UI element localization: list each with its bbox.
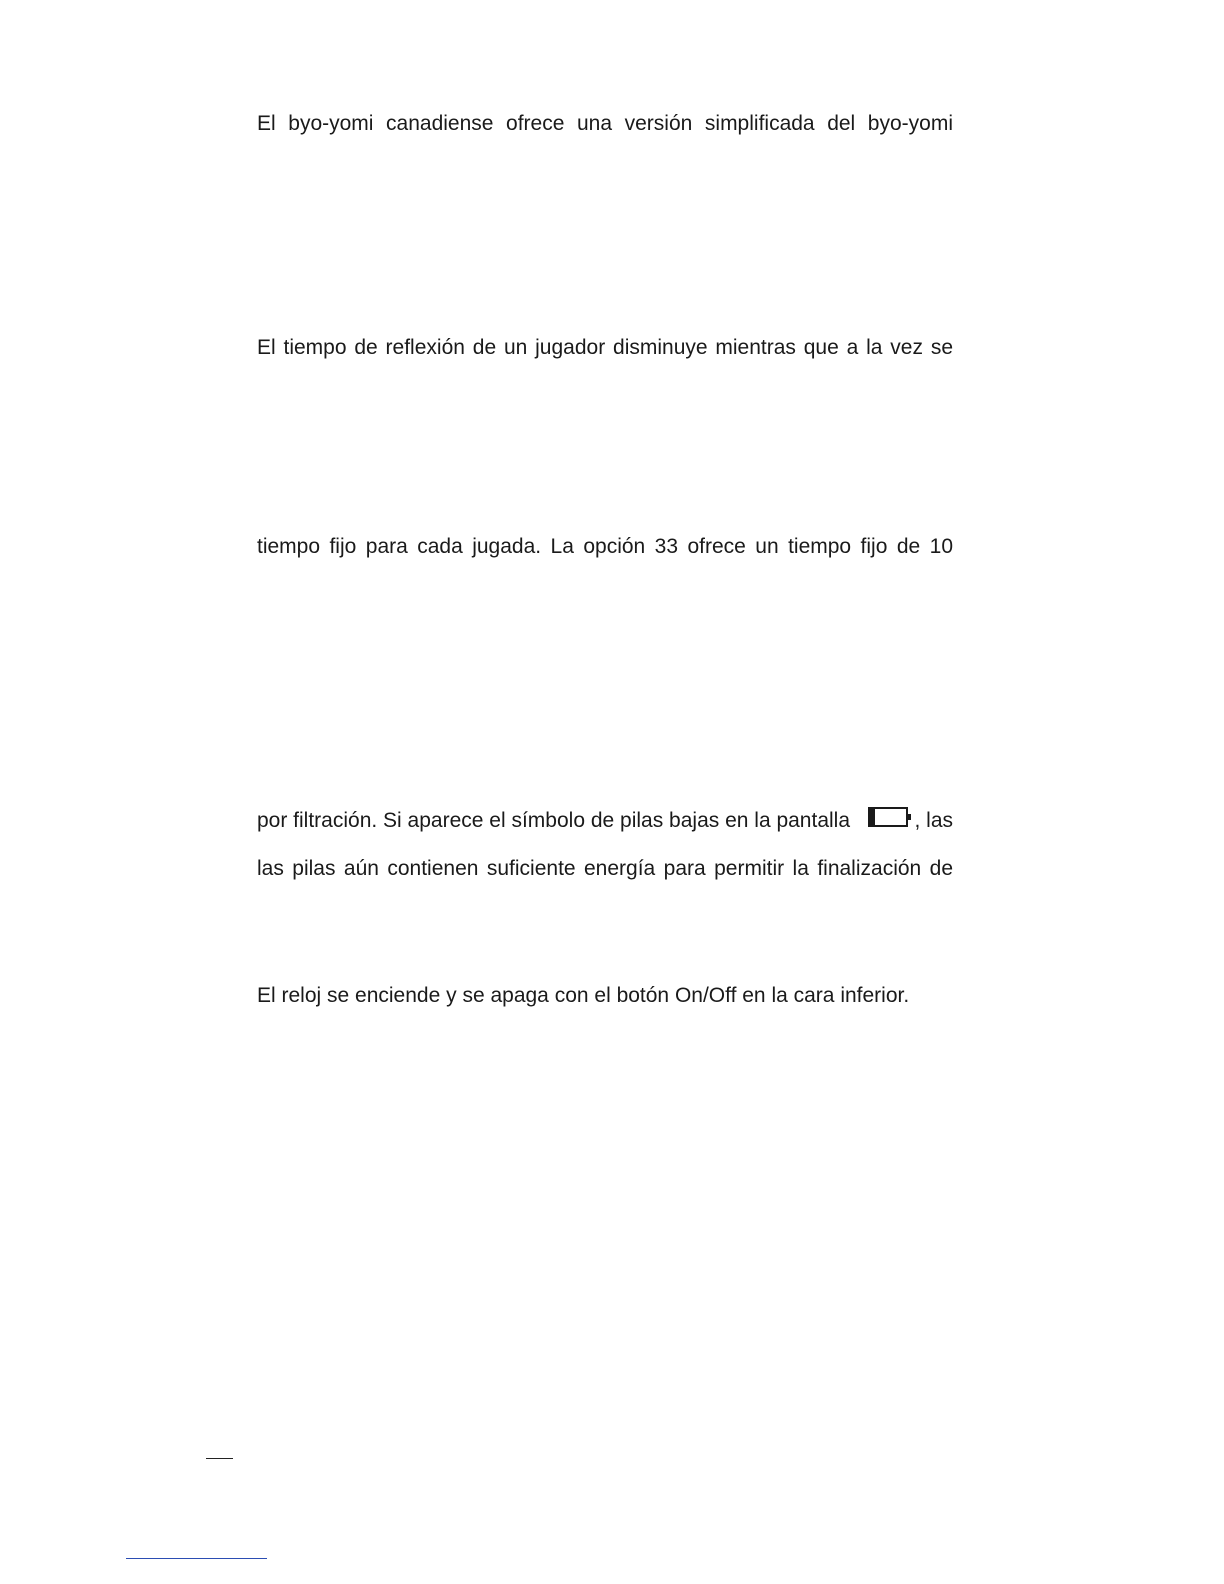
paragraph-line-low-battery: [257, 806, 953, 836]
low-battery-text-end: , las: [914, 809, 953, 832]
paragraph-line-fixed-time: tiempo fijo para cada jugada. La opción 33 ofrece un tiempo fijo de 10: [257, 535, 953, 558]
footer-rule: [126, 1558, 267, 1559]
paragraph-line-on-off: El reloj se enciende y se apaga con el botón On/Off en la cara inferior.: [257, 984, 910, 1007]
low-battery-icon: [868, 806, 912, 836]
footnote-separator: [206, 1458, 233, 1459]
low-battery-tail: [865, 806, 953, 836]
paragraph-line-reflection-time: El tiempo de reflexión de un jugador disminuye mientras que a la vez se: [257, 336, 953, 359]
paragraph-line-battery-energy: las pilas aún contienen suficiente energía para permitir la finalización de: [257, 857, 953, 880]
paragraph-line-byo-yomi: El byo-yomi canadiense ofrece una versión simplificada del byo-yomi: [257, 112, 953, 135]
low-battery-text: por filtración. Si aparece el símbolo de pilas bajas en la pantalla: [257, 809, 851, 832]
